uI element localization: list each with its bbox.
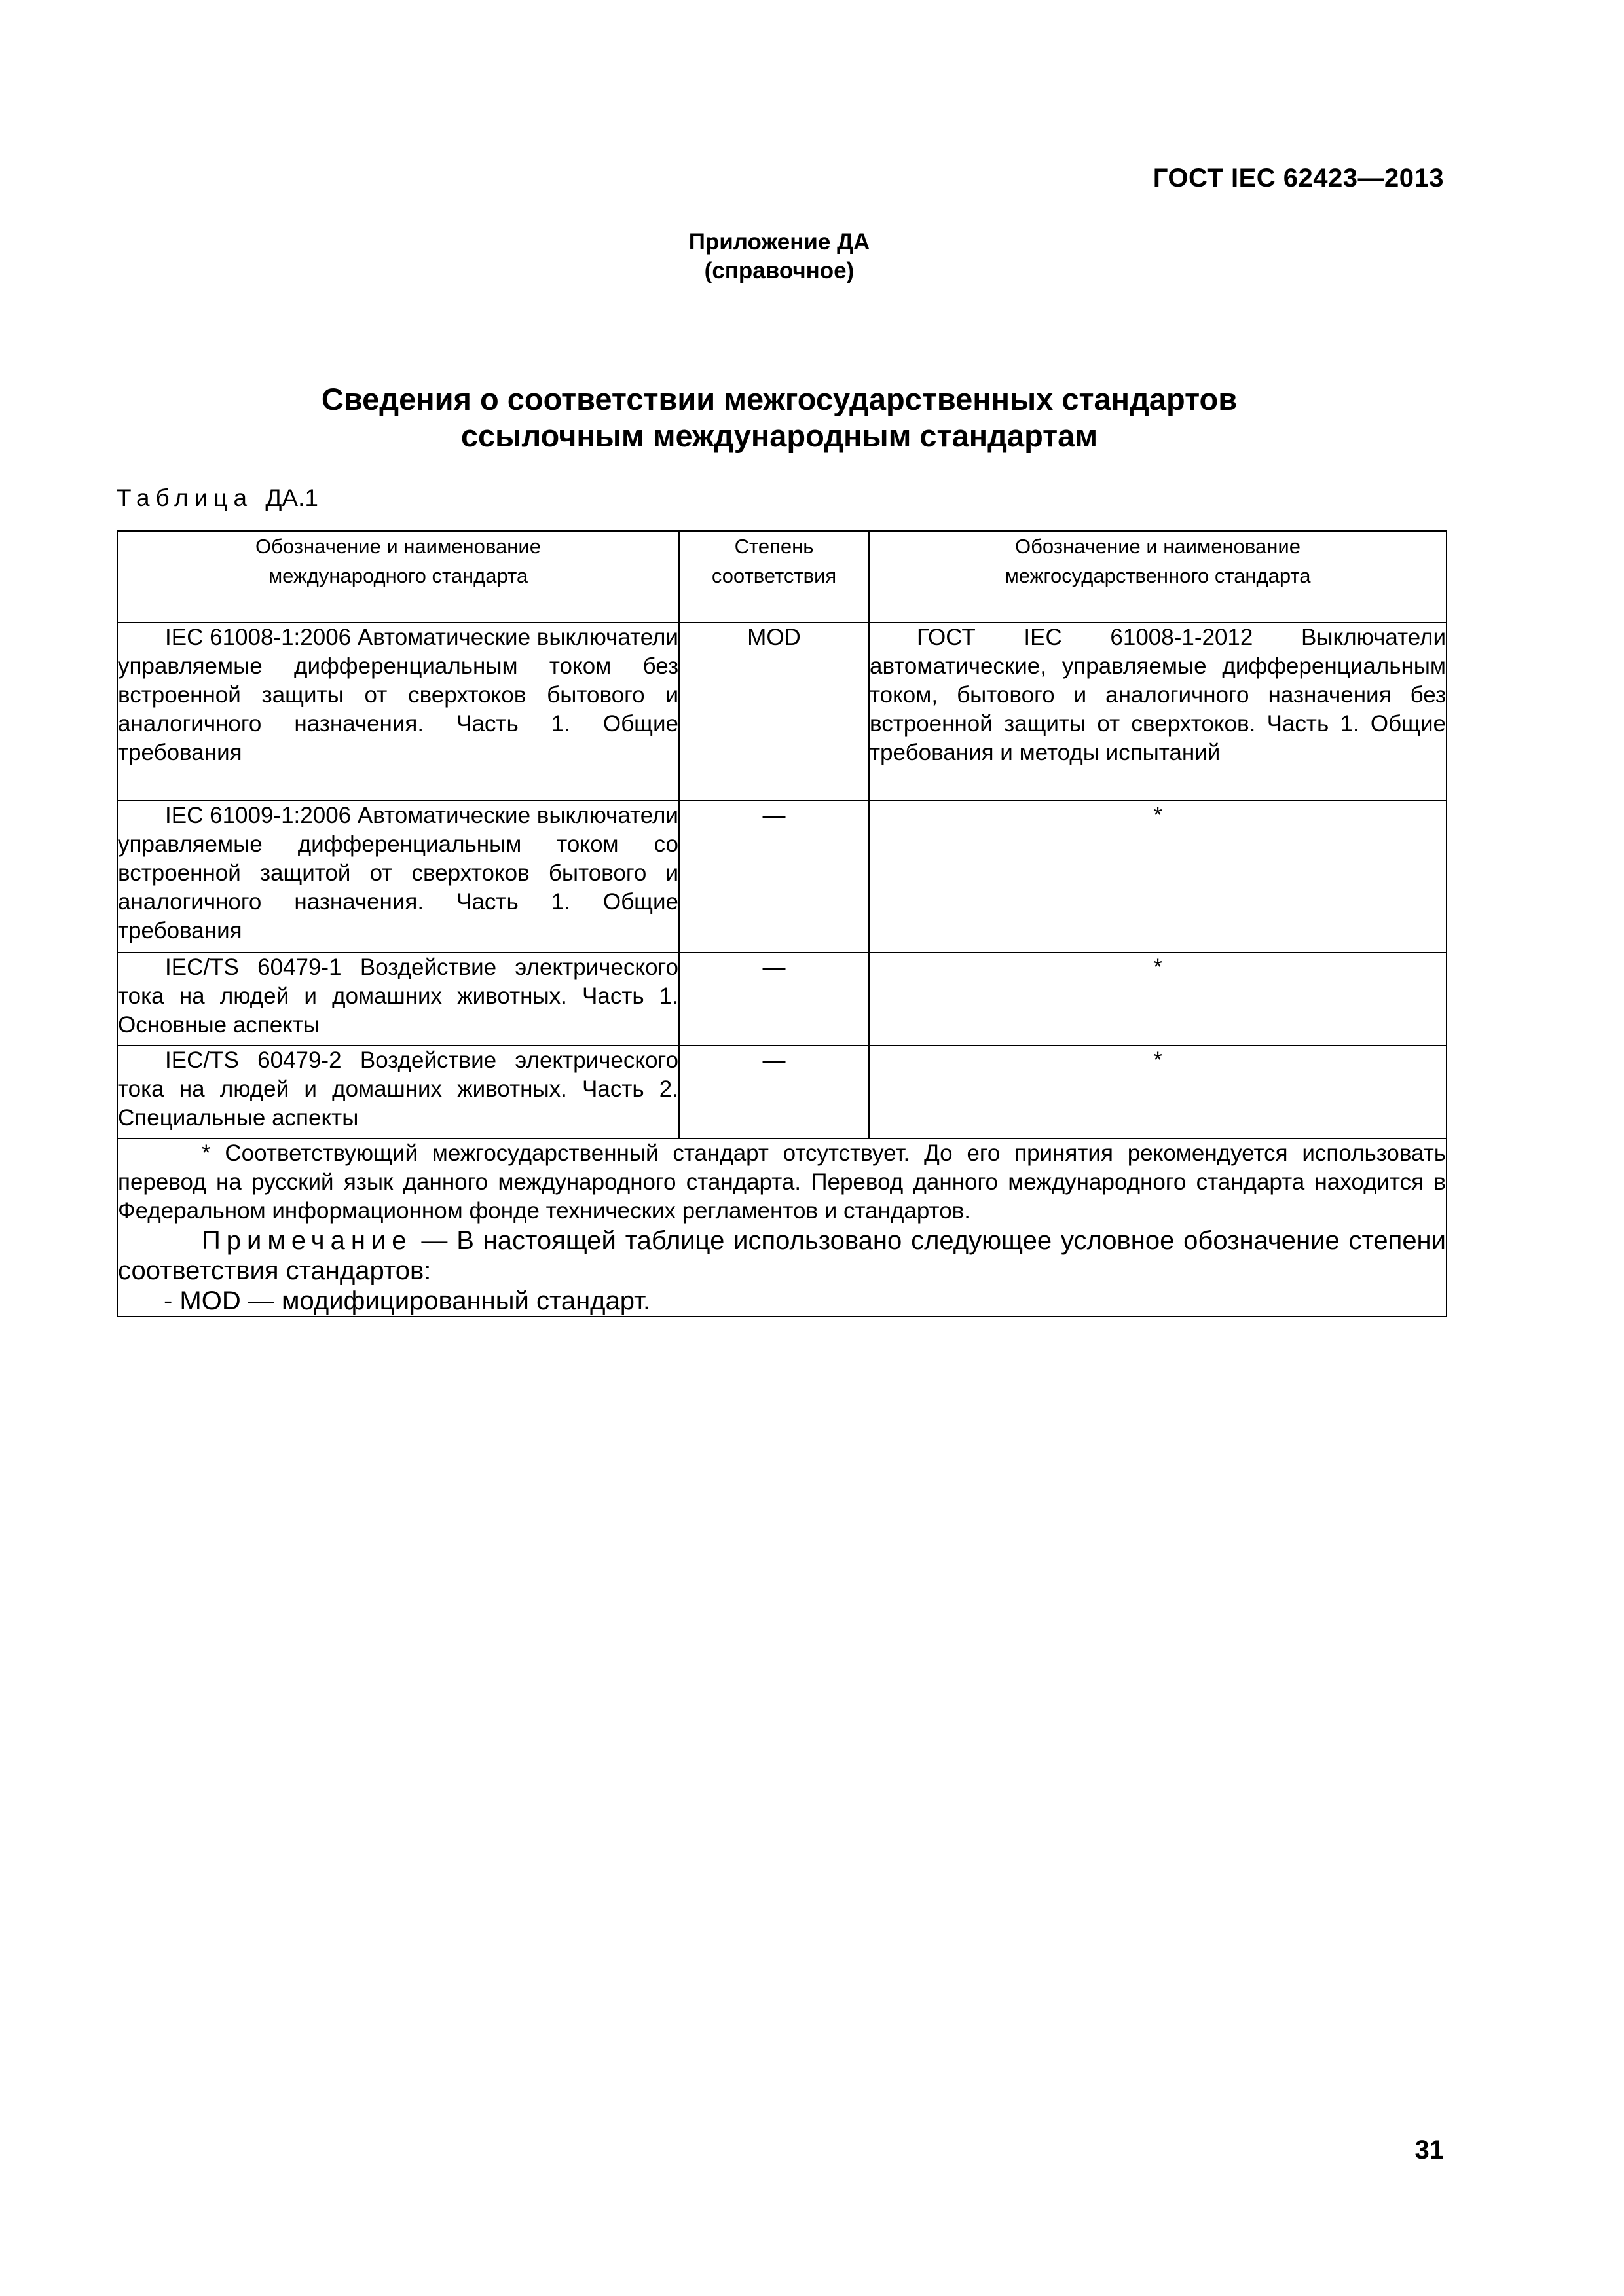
cell-degree: MOD [679,623,869,801]
cell-international: IEC 61009-1:2006 Автоматические выключатели управляемые дифференциальным током со встроенной защитой от сверхтоков бытового и аналогичного назначения. Часть 1. Общие требования [117,801,679,953]
table-row [117,1046,1447,1139]
document-code: ГОСТ IEC 62423—2013 [1153,164,1444,192]
note-item: - MOD — модифицированный стандарт. [164,1286,651,1315]
column-header-international: Обозначение и наименование международного стандарта [117,531,679,623]
table-row [117,953,1447,1046]
appendix-title: Приложение ДА [688,229,870,255]
table-header-row [117,531,1447,623]
table-row [117,801,1447,953]
table-row [117,623,1447,801]
column-header-interstate: Обозначение и наименование межгосударственного стандарта [869,531,1447,623]
cell-interstate: * [869,953,1447,1046]
table-caption-prefix: Таблица [117,484,253,511]
appendix-subtitle: (справочное) [704,258,855,283]
table-caption [117,484,318,512]
appendix-heading [0,228,1559,285]
note-label: Примечание [202,1226,413,1255]
table-footer-row [117,1139,1447,1317]
cell-degree: — [679,1046,869,1139]
page-title-line-1: Сведения о соответствии межгосударственных стандартов [321,382,1238,416]
cell-international: IEC/TS 60479-2 Воздействие электрического тока на людей и домашних животных. Часть 2. Специальные аспекты [117,1046,679,1139]
table-note [118,1226,1446,1286]
page-title-line-2: ссылочным международным стандартам [460,418,1098,453]
page-number: 31 [1414,2136,1444,2164]
cell-interstate: * [869,801,1447,953]
cell-interstate: * [869,1046,1447,1139]
page-title [0,381,1559,454]
standards-table [117,530,1447,1317]
cell-interstate: ГОСТ IEC 61008-1-2012 Выключатели автоматические, управляемые дифференциальным током, бытового и аналогичного назначения без встроенной защиты от сверхтоков. Часть 1. Общие требования и методы испытаний [869,623,1447,801]
cell-international: IEC/TS 60479-1 Воздействие электрического тока на людей и домашних животных. Часть 1. Основные аспекты [117,953,679,1046]
table-footer [117,1139,1447,1317]
note-text: — В настоящей таблице использовано следующее условное обозначение степени соответствия стандартов: [118,1226,1446,1285]
cell-degree: — [679,953,869,1046]
table-footnote: * Соответствующий межгосударственный стандарт отсутствует. До его принятия рекомендуется использовать перевод на русский язык данного международного стандарта. Перевод данного международного стандарта находится в Федеральном информационном фонде технических регламентов и стандартов. [118,1140,1446,1224]
column-header-degree: Степень соответствия [679,531,869,623]
cell-international: IEC 61008-1:2006 Автоматические выключатели управляемые дифференциальным током без встроенной защиты от сверхтоков бытового и аналогичного назначения. Часть 1. Общие требования [117,623,679,801]
cell-degree: — [679,801,869,953]
table-caption-number: ДА.1 [265,484,318,511]
